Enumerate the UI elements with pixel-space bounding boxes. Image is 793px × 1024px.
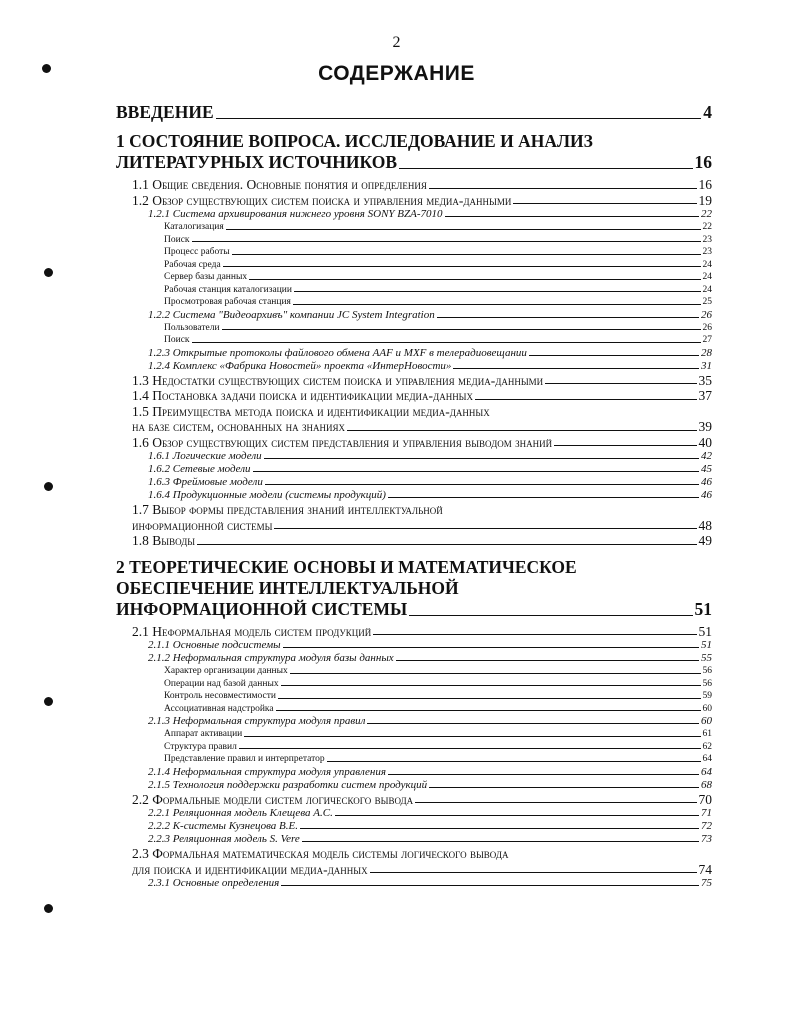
toc-entry-title: 2.1.2 Неформальная структура модуля базы данных	[148, 652, 394, 664]
toc-leader-line	[327, 761, 701, 762]
toc-entry-page: 26	[701, 308, 712, 321]
toc-leader-line	[264, 458, 699, 459]
toc-entry	[116, 388, 712, 404]
margin-dot-5	[44, 904, 53, 913]
toc-entry	[116, 820, 712, 833]
toc-entry	[116, 221, 712, 234]
toc-leader-line	[302, 841, 699, 842]
toc-leader-line	[222, 329, 701, 330]
toc-leader-line	[388, 774, 699, 775]
toc-entry-page: 46	[701, 476, 712, 488]
toc-leader-line	[239, 748, 701, 749]
toc-entry-title: Поиск	[164, 234, 190, 245]
toc-entry	[116, 463, 712, 476]
toc-entry	[116, 476, 712, 489]
toc-entry-title: 1.3 Недостатки существующих систем поиска и управления медиа-данными	[132, 372, 544, 388]
toc-entry-title: Процесс работы	[164, 247, 230, 257]
toc-entry	[116, 846, 712, 877]
toc-leader-line	[399, 168, 692, 169]
toc-entry	[116, 284, 712, 297]
toc-entry-title: 1.6.3 Фреймовые модели	[148, 476, 263, 488]
toc-leader-line	[293, 304, 701, 305]
toc-entry-page: 75	[701, 877, 712, 889]
toc-entry-page: 22	[702, 222, 712, 232]
toc-entry-title: 1.2.1 Система архивирования нижнего уровня SONY BZA-7010	[148, 208, 443, 220]
toc-entry-title: Рабочая среда	[164, 259, 221, 270]
toc-entry-title: 1.2.4 Комплекс «Фабрика Новостей» проекта «ИнтерНовости»	[148, 359, 452, 372]
toc-entry-title: Представление правил и интерпретатор	[164, 754, 325, 764]
toc-entry-title: на базе систем, основанных на знаниях	[132, 419, 345, 434]
toc-entry-title: Пользователи	[164, 322, 220, 333]
toc-entry-page: 24	[702, 284, 712, 295]
toc-entry	[116, 678, 712, 691]
toc-entry-page: 51	[694, 598, 712, 619]
toc-entry-line: ОБЕСПЕЧЕНИЕ ИНТЕЛЛЕКТУАЛЬНОЙ	[116, 577, 459, 598]
toc-entry-page: 19	[698, 192, 712, 208]
toc-entry-title: 1.2.3 Открытые протоколы файлового обмена AAF и MXF в телерадиовещании	[148, 346, 527, 359]
toc-entry-page: 40	[698, 434, 712, 450]
toc-entry-page: 22	[701, 208, 712, 220]
toc-entry-page: 24	[702, 272, 712, 282]
toc-leader-line	[281, 885, 699, 886]
toc-entry-page: 27	[702, 335, 712, 345]
toc-entry	[116, 373, 712, 389]
toc-leader-line	[281, 685, 701, 686]
toc-entry	[116, 690, 712, 703]
toc-leader-line	[278, 698, 701, 699]
toc-entry	[116, 779, 712, 792]
toc-leader-line	[554, 445, 696, 446]
toc-leader-line	[244, 736, 700, 737]
toc-entry-title: ЛИТЕРАТУРНЫХ ИСТОЧНИКОВ	[116, 152, 398, 172]
toc-entry	[116, 435, 712, 451]
toc-entry	[116, 450, 712, 463]
toc-entry-title: ВВЕДЕНИЕ	[116, 102, 214, 122]
toc-entry-page: 42	[701, 450, 712, 462]
toc-entry	[116, 102, 712, 123]
toc-leader-line	[415, 802, 696, 803]
toc-leader-line	[223, 266, 701, 267]
toc-entry	[116, 360, 712, 373]
toc-entry-line: 1.7 Выбор формы представления знаний интеллектуальной	[132, 502, 443, 517]
toc-leader-line	[253, 471, 699, 472]
toc-entry-title: Структура правил	[164, 741, 237, 752]
toc-leader-line	[445, 216, 699, 217]
toc-entry	[116, 259, 712, 272]
toc-entry-page: 74	[698, 861, 712, 877]
table-of-contents	[116, 102, 712, 890]
toc-entry-page: 51	[698, 623, 712, 639]
toc-entry-title: 1.6 Обзор существующих систем представления и управления выводом знаний	[132, 434, 553, 450]
toc-entry-page: 70	[698, 791, 712, 807]
toc-leader-line	[226, 229, 701, 230]
toc-entry-page: 71	[701, 807, 712, 819]
page-title: СОДЕРЖАНИЕ	[318, 62, 475, 85]
margin-dot-3	[44, 482, 53, 491]
toc-entry-title: 1.6.2 Сетевые модели	[148, 463, 251, 475]
toc-leader-line	[216, 118, 702, 119]
toc-leader-line	[192, 342, 701, 343]
toc-leader-line	[276, 710, 701, 711]
toc-leader-line	[274, 528, 696, 529]
toc-entry	[116, 246, 712, 259]
toc-leader-line	[347, 430, 697, 431]
toc-entry	[116, 766, 712, 779]
toc-entry-title: 1.4 Постановка задачи поиска и идентификации медиа-данных	[132, 388, 474, 403]
toc-entry-page: 68	[701, 778, 712, 791]
toc-leader-line	[265, 484, 699, 485]
toc-entry-page: 46	[701, 489, 712, 501]
toc-leader-line	[437, 317, 699, 318]
page-number: 2	[392, 34, 401, 51]
toc-leader-line	[367, 723, 699, 724]
toc-entry-title: 1.6.4 Продукционные модели (системы продукций)	[148, 489, 386, 501]
toc-entry	[116, 703, 712, 716]
toc-entry-page: 23	[702, 234, 712, 245]
toc-entry	[116, 347, 712, 360]
toc-entry	[116, 533, 712, 549]
toc-entry-title: 1.1 Общие сведения. Основные понятия и определения	[132, 177, 427, 192]
toc-entry-title: Поиск	[164, 335, 190, 345]
toc-entry-title: 1.6.1 Логические модели	[148, 450, 262, 462]
toc-entry-page: 49	[698, 533, 712, 548]
toc-entry	[116, 131, 712, 173]
toc-leader-line	[232, 254, 701, 255]
toc-entry-title: 2.2.3 Реляционная модель S. Vere	[148, 833, 300, 845]
toc-entry-title: информационной системы	[132, 517, 273, 533]
toc-entry-title: 2.1.1 Основные подсистемы	[148, 639, 281, 651]
toc-entry	[116, 753, 712, 766]
toc-entry-title: Характер организации данных	[164, 666, 288, 676]
toc-leader-line	[294, 291, 701, 292]
toc-entry	[116, 193, 712, 209]
toc-entry-title: Аппарат активации	[164, 729, 243, 739]
toc-entry-page: 26	[702, 322, 712, 333]
toc-leader-line	[300, 828, 699, 829]
toc-entry-title: ИНФОРМАЦИОННОЙ СИСТЕМЫ	[116, 598, 408, 619]
toc-entry-page: 16	[694, 152, 712, 172]
toc-entry	[116, 833, 712, 846]
toc-entry-title: 1.2.2 Система "Видеоархивъ" компании JC System Integration	[148, 308, 435, 321]
toc-leader-line	[192, 241, 701, 242]
toc-leader-line	[409, 615, 692, 616]
toc-entry-page: 59	[702, 691, 712, 701]
toc-entry	[116, 296, 712, 309]
toc-entry	[116, 792, 712, 808]
toc-entry-title: 2.2 Формальные модели систем логического вывода	[132, 791, 414, 807]
toc-entry	[116, 234, 712, 247]
toc-leader-line	[197, 544, 696, 545]
toc-entry	[116, 624, 712, 640]
toc-leader-line	[475, 399, 696, 400]
toc-entry-page: 62	[702, 741, 712, 752]
toc-entry-page: 39	[698, 419, 712, 434]
toc-entry-page: 48	[698, 517, 712, 533]
toc-entry-page: 35	[698, 372, 712, 388]
toc-leader-line	[513, 203, 696, 204]
toc-leader-line	[429, 787, 699, 788]
toc-entry-page: 73	[701, 833, 712, 845]
toc-entry-page: 4	[703, 102, 712, 122]
toc-entry	[116, 309, 712, 322]
toc-entry	[116, 665, 712, 678]
toc-leader-line	[429, 188, 697, 189]
toc-entry-page: 72	[701, 820, 712, 832]
toc-entry	[116, 639, 712, 652]
toc-entry	[116, 807, 712, 820]
toc-entry-title: 2.1.3 Неформальная структура модуля правил	[148, 715, 366, 727]
toc-entry-page: 56	[702, 678, 712, 689]
toc-entry-title: 2.2.2 К-системы Кузнецова В.Е.	[148, 820, 298, 832]
toc-entry	[116, 877, 712, 890]
toc-entry-title: Операции над базой данных	[164, 678, 279, 689]
toc-entry	[116, 557, 712, 620]
toc-entry	[116, 322, 712, 335]
toc-entry-page: 45	[701, 463, 712, 475]
toc-entry	[116, 208, 712, 221]
toc-entry-line: 2 ТЕОРЕТИЧЕСКИЕ ОСНОВЫ И МАТЕМАТИЧЕСКОЕ	[116, 556, 577, 577]
toc-entry	[116, 404, 712, 435]
toc-entry-page: 61	[702, 729, 712, 739]
margin-dot-4	[44, 697, 53, 706]
toc-leader-line	[453, 368, 699, 369]
toc-entry	[116, 271, 712, 284]
toc-leader-line	[335, 815, 699, 816]
toc-entry-title: Каталогизация	[164, 222, 224, 232]
toc-leader-line	[545, 383, 696, 384]
toc-entry	[116, 334, 712, 347]
margin-dot-1	[42, 64, 51, 73]
toc-entry-page: 28	[701, 346, 712, 359]
toc-leader-line	[370, 872, 697, 873]
margin-dot-2	[44, 268, 53, 277]
toc-entry-page: 37	[698, 388, 712, 403]
toc-entry-page: 23	[702, 247, 712, 257]
toc-entry-page: 31	[701, 359, 712, 372]
toc-entry-title: 2.1 Неформальная модель систем продукций	[132, 623, 372, 639]
toc-entry-title: для поиска и идентификации медиа-данных	[132, 861, 368, 877]
toc-entry-title: 1.2 Обзор существующих систем поиска и управления медиа-данными	[132, 192, 512, 208]
toc-entry-page: 24	[702, 259, 712, 270]
toc-entry-title: Просмотровая рабочая станция	[164, 297, 291, 307]
toc-entry-page: 64	[702, 754, 712, 764]
toc-entry-title: 2.1.5 Технология поддержки разработки систем продукций	[148, 778, 428, 791]
toc-entry	[116, 728, 712, 741]
toc-entry-page: 60	[701, 715, 712, 727]
toc-entry-page: 60	[702, 703, 712, 714]
toc-leader-line	[373, 634, 696, 635]
toc-entry-title: Ассоциативная надстройка	[164, 703, 274, 714]
toc-entry	[116, 715, 712, 728]
toc-entry-page: 56	[702, 666, 712, 676]
toc-entry	[116, 652, 712, 665]
toc-entry-title: Контроль несовместимости	[164, 691, 276, 701]
toc-entry-title: 2.1.4 Неформальная структура модуля управления	[148, 765, 387, 778]
toc-entry-title: 2.3.1 Основные определения	[148, 877, 280, 889]
toc-entry-line: 1.5 Преимущества метода поиска и идентификации медиа-данных	[132, 403, 490, 419]
toc-leader-line	[249, 279, 700, 280]
toc-entry	[116, 502, 712, 533]
toc-entry-page: 25	[702, 297, 712, 307]
toc-entry-title: 1.8 Выводы	[132, 533, 196, 548]
toc-entry-page: 64	[701, 765, 712, 778]
toc-leader-line	[283, 647, 699, 648]
toc-entry	[116, 177, 712, 193]
toc-entry-line: 2.3 Формальная математическая модель системы логического вывода	[132, 846, 509, 861]
toc-leader-line	[290, 673, 701, 674]
toc-entry-page: 51	[701, 639, 712, 651]
toc-entry-line: 1 СОСТОЯНИЕ ВОПРОСА. ИССЛЕДОВАНИЕ И АНАЛИЗ	[116, 131, 593, 151]
toc-leader-line	[388, 497, 699, 498]
toc-entry-page: 55	[701, 652, 712, 664]
toc-leader-line	[529, 355, 699, 356]
toc-entry	[116, 489, 712, 502]
toc-entry-title: Сервер базы данных	[164, 272, 248, 282]
toc-entry-title: Рабочая станция каталогизации	[164, 284, 292, 295]
toc-entry-page: 16	[698, 177, 712, 192]
toc-entry-title: 2.2.1 Реляционная модель Клещева А.С.	[148, 807, 333, 819]
toc-entry	[116, 741, 712, 754]
toc-leader-line	[396, 660, 699, 661]
